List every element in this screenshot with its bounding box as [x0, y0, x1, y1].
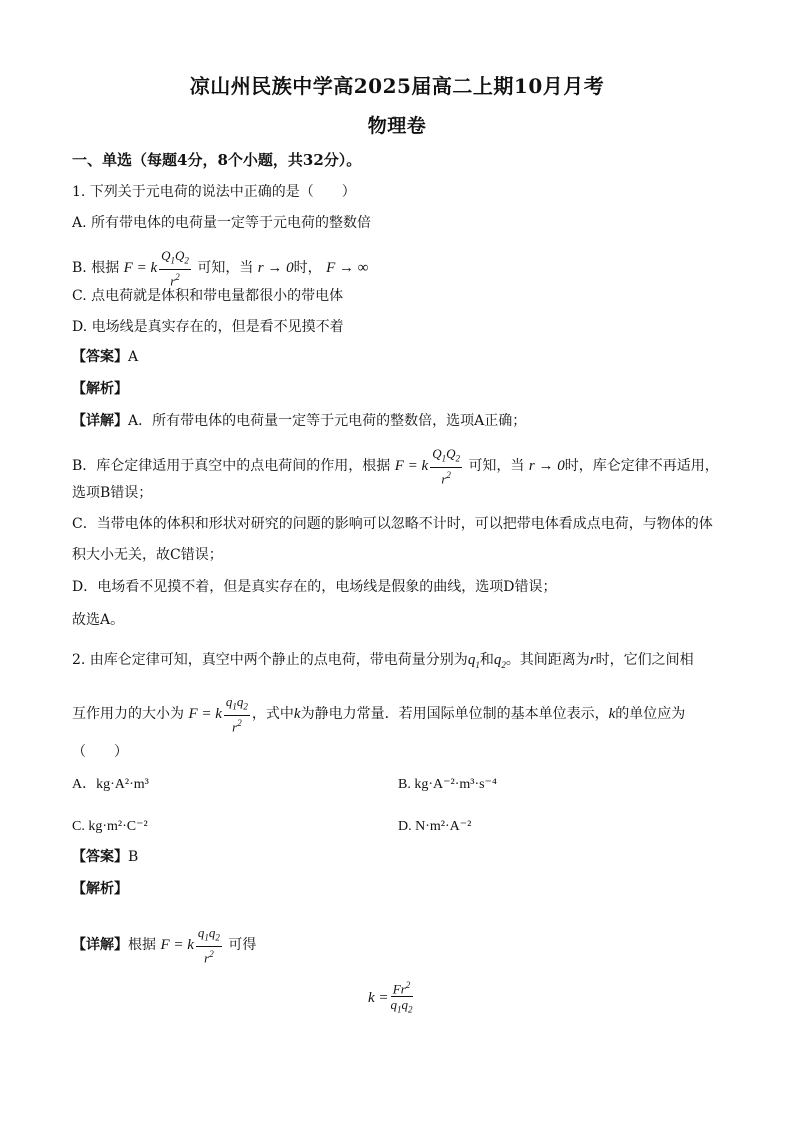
q1-detail-label: 【详解】 — [72, 413, 128, 429]
k-equals: k = — [368, 989, 389, 1006]
limit-r-expr-2: r → 0 — [528, 457, 565, 474]
q1-analysis-label: 【解析】 — [72, 381, 128, 397]
q2-detail-pre: 根据 — [128, 936, 156, 953]
q2-stem-line2 — [72, 694, 685, 734]
k-derivation — [368, 978, 415, 1018]
q2-stem1-a: 2. 由库仑定律可知，真空中两个静止的点电荷，带电荷量分别为 — [72, 652, 468, 668]
q1-detail-b-pre: B．库仑定律适用于真空中的点电荷间的作用，根据 — [72, 457, 391, 474]
coulomb-formula: F = k — [123, 259, 158, 276]
k-symbol-2: k — [608, 705, 616, 722]
coulomb-formula-2: F = k — [394, 457, 429, 474]
q1-conclusion: 故选A。 — [72, 612, 125, 628]
q1-option-d: D. 电场线是真实存在的，但是看不见摸不着 — [72, 319, 344, 335]
section-heading: 一、单选（每题4分，8个小题，共32分）。 — [72, 151, 362, 169]
q1-detail-b-post: 时，库仑定律不再适用， — [564, 457, 719, 474]
q2-stem1-c: 。其间距离为 — [505, 652, 590, 668]
limit-f-expr: F → ∞ — [326, 259, 369, 276]
q1-detail-b-mid: 可知，当 — [468, 457, 525, 474]
q2-detail-label: 【详解】 — [72, 936, 128, 953]
coulomb-fraction: $\frac{Q_1Q_2}{r^2}$ — [161, 248, 189, 288]
q2-symbol: $q_2$ — [493, 652, 506, 670]
coulomb-fraction-4: $\frac{q_1q_2}{r^2}$ — [197, 925, 220, 965]
q2-option-c: C. kg·m²·C⁻² — [72, 819, 148, 834]
q1-answer — [72, 347, 138, 367]
q2-detail-post: 可得 — [228, 936, 257, 953]
limit-r-expr: r → 0 — [257, 259, 294, 276]
q1-detail-d: D．电场看不见摸不着，但是真实存在的，电场线是假象的曲线，选项D错误； — [72, 579, 557, 595]
q2-answer-value: B — [128, 849, 139, 865]
q1-detail-c2: 积大小无关，故C错误； — [72, 547, 223, 563]
page-title: 凉山州民族中学高2025届高二上期10月月考 — [189, 74, 605, 98]
k-symbol: k — [293, 705, 301, 722]
q2-option-d: D. N·m²·A⁻² — [398, 819, 472, 834]
q1-stem: 1. 下列关于元电荷的说法中正确的是（ ） — [72, 184, 356, 200]
q1-detail-a-text: A．所有带电体的电荷量一定等于元电荷的整数倍，选项A正确； — [128, 413, 527, 429]
q2-stem2-a: 互作用力的大小为 — [72, 705, 184, 722]
q2-stem2-d: 的单位应为 — [615, 705, 686, 722]
q2-stem2-b: ，式中 — [251, 705, 294, 722]
q1-answer-value: A — [128, 349, 139, 365]
q1-option-b-pre: B. 根据 — [72, 259, 120, 276]
q1-detail-b-tail: 选项B错误； — [72, 485, 153, 501]
q2-stem1-b: 和 — [479, 652, 494, 668]
q2-stem2-c: 为静电力常量．若用国际单位制的基本单位表示， — [300, 705, 609, 722]
q1-option-b — [72, 248, 368, 288]
q1-option-b-post: 时， — [293, 259, 322, 276]
coulomb-formula-3: F = k — [188, 705, 222, 722]
q2-answer-label: 【答案】 — [72, 849, 128, 865]
coulomb-formula-4: F = k — [160, 936, 194, 953]
q2-detail — [72, 925, 256, 965]
q2-answer — [72, 847, 138, 867]
q2-analysis-label: 【解析】 — [72, 881, 128, 897]
q1-detail-c1: C．当带电体的体积和形状对研究的问题的影响可以忽略不计时，可以把带电体看成点电荷，与物体的体 — [72, 516, 713, 532]
q1-option-b-mid: 可知，当 — [197, 259, 254, 276]
k-fraction: $\frac{Fr^2}{q_1q_2}$ — [390, 980, 413, 1015]
q2-option-a: A．kg·A²·m³ — [72, 777, 149, 792]
page-subtitle: 物理卷 — [367, 115, 427, 137]
q1-symbol: $q_1$ — [467, 652, 480, 670]
q2-option-b: B. kg·A⁻²·m³·s⁻⁴ — [398, 777, 497, 792]
q2-stem1-d: 时，它们之间相 — [595, 652, 694, 668]
q1-answer-label: 【答案】 — [72, 349, 128, 365]
q2-stem-line1 — [72, 650, 694, 675]
q1-option-c: C. 点电荷就是体积和带电量都很小的带电体 — [72, 288, 344, 304]
q1-option-a: A. 所有带电体的电荷量一定等于元电荷的整数倍 — [72, 215, 372, 231]
r-symbol: r — [589, 652, 596, 668]
q1-detail-a — [72, 411, 526, 431]
coulomb-fraction-2: $\frac{Q_1Q_2}{r^2}$ — [432, 446, 460, 486]
q2-paren: （ ） — [72, 744, 128, 760]
coulomb-fraction-3: $\frac{q_1q_2}{r^2}$ — [225, 694, 248, 734]
q1-detail-b — [72, 446, 719, 486]
